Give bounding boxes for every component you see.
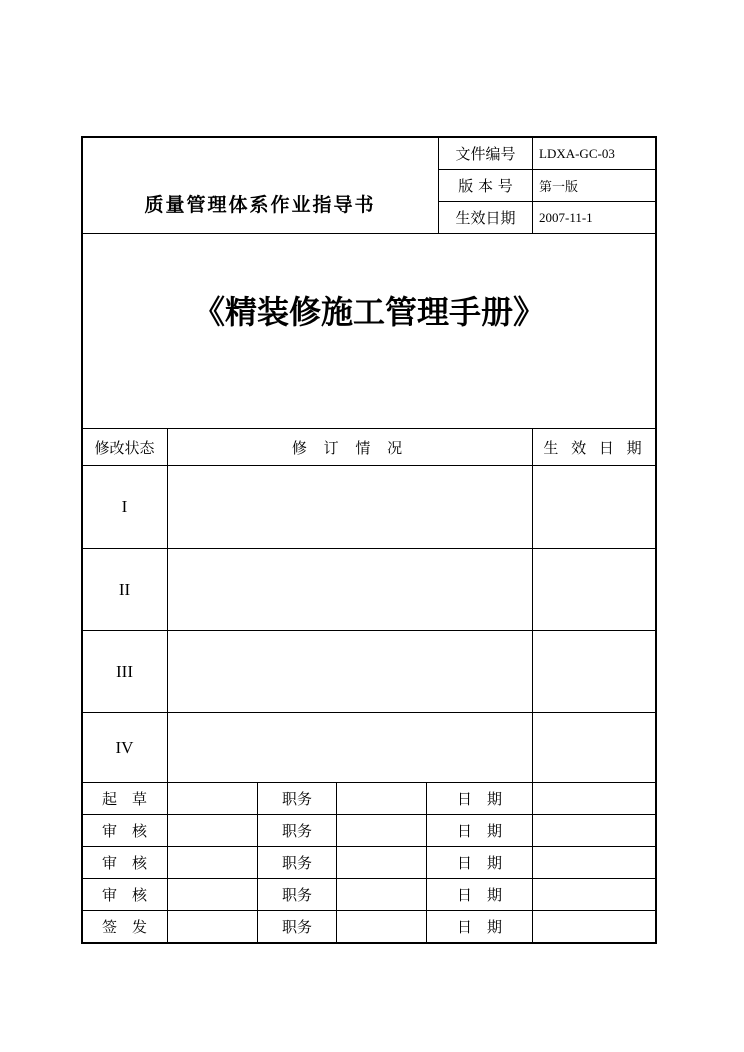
doc-number-label: 文件编号	[455, 145, 516, 163]
position-label: 职务	[281, 918, 312, 936]
position-label: 职务	[281, 822, 312, 840]
position-label: 职务	[281, 886, 312, 904]
table-divider	[82, 846, 656, 847]
revision-status-header: 修改状态	[94, 438, 155, 457]
revision-status-cell: IV	[115, 737, 134, 757]
table-divider	[336, 782, 337, 943]
approval-role-label: 签 发	[101, 918, 147, 936]
date-label: 日 期	[456, 854, 502, 872]
revision-date-cell	[533, 631, 656, 712]
date-label: 日 期	[456, 822, 502, 840]
revision-date-header: 生 效 日 期	[543, 438, 646, 457]
table-divider	[82, 782, 656, 783]
date-label: 日 期	[456, 790, 502, 808]
version-value: 第一版	[539, 180, 579, 195]
effective-date-value: 2007-11-1	[539, 209, 593, 225]
revision-content-header: 修 订 情 况	[291, 438, 409, 457]
form-title: 质量管理体系作业指导书	[144, 193, 376, 216]
position-label: 职务	[281, 790, 312, 808]
approval-role-label: 起 草	[101, 790, 147, 808]
revision-status-cell: II	[118, 579, 131, 599]
section-divider	[82, 233, 656, 234]
table-divider	[532, 782, 533, 943]
date-label: 日 期	[456, 918, 502, 936]
revision-content-cell	[168, 631, 532, 712]
table-divider	[82, 878, 656, 879]
revision-content-cell	[168, 549, 532, 630]
approval-role-label: 审 核	[101, 822, 147, 840]
position-label: 职务	[281, 854, 312, 872]
approval-role-label: 审 核	[101, 886, 147, 904]
revision-content-cell	[168, 466, 532, 548]
effective-date-label: 生效日期	[455, 209, 516, 227]
date-label: 日 期	[456, 886, 502, 904]
doc-number-value: LDXA-GC-03	[539, 145, 615, 161]
version-label: 版 本 号	[458, 177, 513, 195]
approval-role-label: 审 核	[101, 854, 147, 872]
table-divider	[82, 814, 656, 815]
table-divider	[167, 782, 168, 943]
revision-status-cell: III	[116, 661, 133, 681]
table-divider	[82, 910, 656, 911]
revision-date-cell	[533, 549, 656, 630]
document-title: 《精装修施工管理手册》	[192, 293, 545, 331]
revision-date-cell	[533, 713, 656, 782]
revision-content-cell	[168, 713, 532, 782]
revision-status-cell: I	[121, 497, 128, 516]
revision-date-cell	[533, 466, 656, 548]
